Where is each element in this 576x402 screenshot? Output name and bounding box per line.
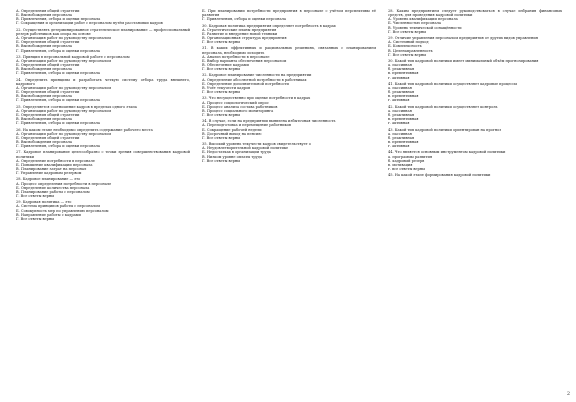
answer-option: Г. Все ответы верны (202, 90, 241, 95)
answer-option: Б. Определения общей стратегии (16, 40, 80, 45)
question-line: 24. Определить принципы и разработать четкую систему отбора труда внешнего, кадрового (16, 77, 190, 86)
answer-option: Б. Развитие и внедрение новой техники (202, 31, 278, 36)
question-line: 30. Какой тип кадровой политики имеет минимальный объём прогнозирования (388, 58, 539, 63)
answer-option: А. Процесс социологический опрос (202, 100, 269, 105)
answer-option: Г. Все ответы верны (202, 40, 241, 45)
answer-option: Г. Привлечения, отбора и оценки персонала (16, 71, 101, 76)
question-line: 26. На каком этапе необходимо определить содержание рабочего места (16, 127, 153, 132)
answer-option: В. Учёт текучести кадров (202, 85, 251, 90)
answer-option: Г. Все ответы верны (16, 194, 55, 199)
question-line: 28. Каким предприятием следует руководствоваться в случае избрания финансовых средств, для проведения кадровой политики (388, 9, 562, 18)
answer-option: в. превентивная (388, 117, 419, 122)
answer-option: В. Досрочный выход на пенсию (202, 131, 262, 136)
document-page (16, 9, 563, 393)
answer-option: В. Процесс социального мониторинга (202, 108, 274, 113)
answer-option: Б. Определения общей стратегии (16, 63, 80, 68)
answer-option: А. Процесс определения потребности в персонале (16, 181, 112, 186)
answer-option: А. Неудовлетворительной кадровой политике (202, 146, 289, 151)
question-line: 31. В каких эффективных и рациональных решениях, связанных с планированием персонала, необходимо исходить (202, 46, 376, 55)
answer-option: Г. Привлечения, отбора и оценки персонала (16, 48, 101, 53)
answer-option: Б. Совокупность мер по управлению персоналом (16, 208, 109, 213)
answer-option: Г. Привлечения, отбора и оценки персонала (202, 17, 287, 22)
page-number: 2 (566, 391, 570, 397)
answer-option: Б. Высвобождения персонала (16, 13, 73, 18)
text-column-1 (16, 9, 190, 393)
question-line: 22. Осуществлять детерминированное стратегическое планирование — профессиональный резерв работников как опора на основе (16, 27, 190, 36)
answer-option: в. превентивная (388, 71, 419, 76)
question-line: 27. Кадровое планирование целесообразно с точки зрения совершенствования кадровой политики (16, 150, 190, 159)
answer-option: В. Целенаправленность (388, 48, 433, 53)
answer-option: В. Высвобождения персонала (16, 44, 73, 49)
answer-option: Г. Все ответы верны (202, 67, 241, 72)
answer-option: В. Направление работы с кадрами (16, 212, 81, 217)
answer-option: В. Высвобождения персонала (16, 140, 73, 144)
answer-option: Б. Определение дополнительной потребности (202, 81, 289, 86)
answer-option: А. Уровень квалификации персонала (388, 17, 458, 22)
answer-option: Б. Определения общей стратегии (16, 90, 80, 95)
answer-option: Б. Повышение квалификации персонала (16, 162, 93, 167)
answer-option: В. Высвобождения персонала (16, 67, 73, 72)
answer-option: а. пассивная (388, 131, 412, 136)
answer-option: г. активная (388, 121, 410, 126)
answer-option: а. программы развития (388, 154, 433, 159)
text-column-3 (388, 9, 562, 393)
answer-option: В. Планирование работы с персоналом (16, 189, 90, 194)
answer-option: в. мотивация (388, 162, 413, 167)
answer-option: А. Организации работ по руководству персоналом (16, 85, 112, 90)
answer-option: А. Организации работ по руководству персоналом (16, 58, 112, 63)
answer-option: Б. Определения общей стратегии (16, 135, 80, 140)
question-line: 34. В случае, если на предприятии выявлена избыточная численность (202, 119, 336, 124)
answer-option: Б. При планировании потребности предприятия в персонале с учётом перспективы её развития (202, 9, 376, 18)
answer-option: Г. Все ответы верны (202, 135, 241, 140)
question-line: 42. Какой тип кадровой политики осуществляет контроль (388, 104, 498, 109)
answer-option: А. Анализ потребности в персонале (202, 54, 270, 59)
answer-option: Г. Все ответы верны (202, 158, 241, 163)
answer-option: б. реактивная (388, 112, 415, 117)
question-line: 32. Кадровое планирование численности на предприятии (202, 73, 312, 78)
answer-option: А. Определения общей стратегии (16, 9, 80, 13)
answer-option: Б. Численностью персонала (388, 21, 441, 26)
answer-option: В. Низком уровне оплаты труда (202, 154, 262, 159)
answer-option: В. Привлечения, отбора и оценки персонала (16, 17, 101, 22)
answer-option: Г. Все ответы верны (388, 29, 427, 34)
answer-option: Г. Все ответы верны (388, 52, 427, 57)
answer-option: В. Обеспечение кадрами (202, 63, 249, 68)
answer-option: б. реактивная (388, 135, 415, 140)
question-line: 23. Принцип в персональной кадровой работе с персоналом (16, 54, 130, 59)
question-line: 28. Кадровое планирование — это (16, 177, 81, 182)
question-line: 45. На какой этапе формирования кадровой политики (388, 173, 491, 178)
answer-option: В. Высвобождения персонала (16, 94, 73, 99)
answer-option: А. Системный подход (388, 40, 429, 45)
text-column-2 (202, 9, 376, 393)
answer-option: Г. Все ответы верны (16, 216, 55, 221)
answer-option: А. Определение абсолютной потребности в работниках (202, 77, 307, 82)
answer-option: в. превентивная (388, 140, 419, 144)
answer-option: Б. Недостатках в организации труда (202, 150, 271, 155)
answer-option: А. Переподготовка и перемещение работников (202, 123, 291, 128)
answer-option: А. Стратегические планы предприятия (202, 27, 277, 32)
answer-option: Б. Сокращение рабочей недели (202, 127, 262, 132)
answer-option: В. Высвобождения персонала (16, 117, 73, 122)
answer-option: А. Система принципов работы с персоналом (16, 204, 100, 209)
answer-option: Г. Управление кадровым резервом (16, 171, 82, 176)
answer-option: Г. Привлечения, отбора и оценки персонала (16, 144, 101, 149)
answer-option: б. кадровый резерв (388, 158, 425, 163)
question-line: 43. Какой тип кадровой политики ориентирован на прогноз (388, 127, 502, 132)
answer-option: А. Организации работ по руководству персоналом (16, 131, 112, 136)
question-line: 29. Отличие управления персоналом предприятия от других видов управления (388, 36, 538, 41)
question-line: 44. Что является основным инструментом кадровой политики (388, 150, 506, 155)
answer-option: А. Организации работ по руководству персоналом (16, 108, 112, 113)
question-line: 30. Кадровая политика предприятия определяет потребность в кадрах (202, 23, 336, 28)
answer-option: г. все ответы верны (388, 167, 425, 172)
question-line: 35. Высокий уровень текучести кадров свидетельствует о (202, 142, 311, 147)
question-line: 29. Кадровая политика — это (16, 200, 72, 205)
answer-option: б. реактивная (388, 67, 415, 72)
answer-option: г. активная (388, 144, 410, 149)
question-line: 33. Что несущественно при оценке потребности в кадрах (202, 96, 311, 101)
answer-option: Б. Определения общей стратегии (16, 112, 80, 117)
answer-option: г. активная (388, 75, 410, 80)
answer-option: А. Организация работ по руководству персоналом (16, 36, 111, 41)
answer-option: Б. Выбор варианта обеспечения персоналом (202, 58, 287, 63)
question-line: 25. Определяется соотношение кадров в пределах одного этапа (16, 104, 137, 109)
answer-option: а. пассивная (388, 63, 412, 68)
answer-option: г. активная (388, 98, 410, 103)
answer-option: А. Определение потребности в персонале (16, 158, 95, 163)
answer-option: Б. Определение количества персонала (16, 185, 90, 190)
answer-option: Б. Комплексность (388, 44, 422, 49)
answer-option: а. пассивная (388, 108, 412, 113)
answer-option: а. пассивная (388, 85, 412, 90)
question-line: 41. Какой тип кадровой политики осуществляет кадровые процессы (388, 81, 518, 86)
answer-option: Г. Привлечения, отбора и оценки персонала (16, 121, 101, 126)
answer-option: Г. Сокращения и организации работ с персоналом путём расстановки кадров (16, 21, 163, 26)
answer-option: в. превентивная (388, 94, 419, 99)
answer-option: Б. Процесс анализа состава работников (202, 104, 278, 109)
answer-option: В. Организационная структура предприятия (202, 36, 287, 41)
answer-option: б. реактивная (388, 90, 415, 95)
answer-option: В. Уровень технической оснащённости (388, 25, 462, 30)
answer-option: Г. Привлечения, отбора и оценки персонала (16, 98, 101, 103)
answer-option: Г. Все ответы верны (202, 112, 241, 117)
answer-option: В. Планирование затрат на персонал (16, 167, 87, 172)
